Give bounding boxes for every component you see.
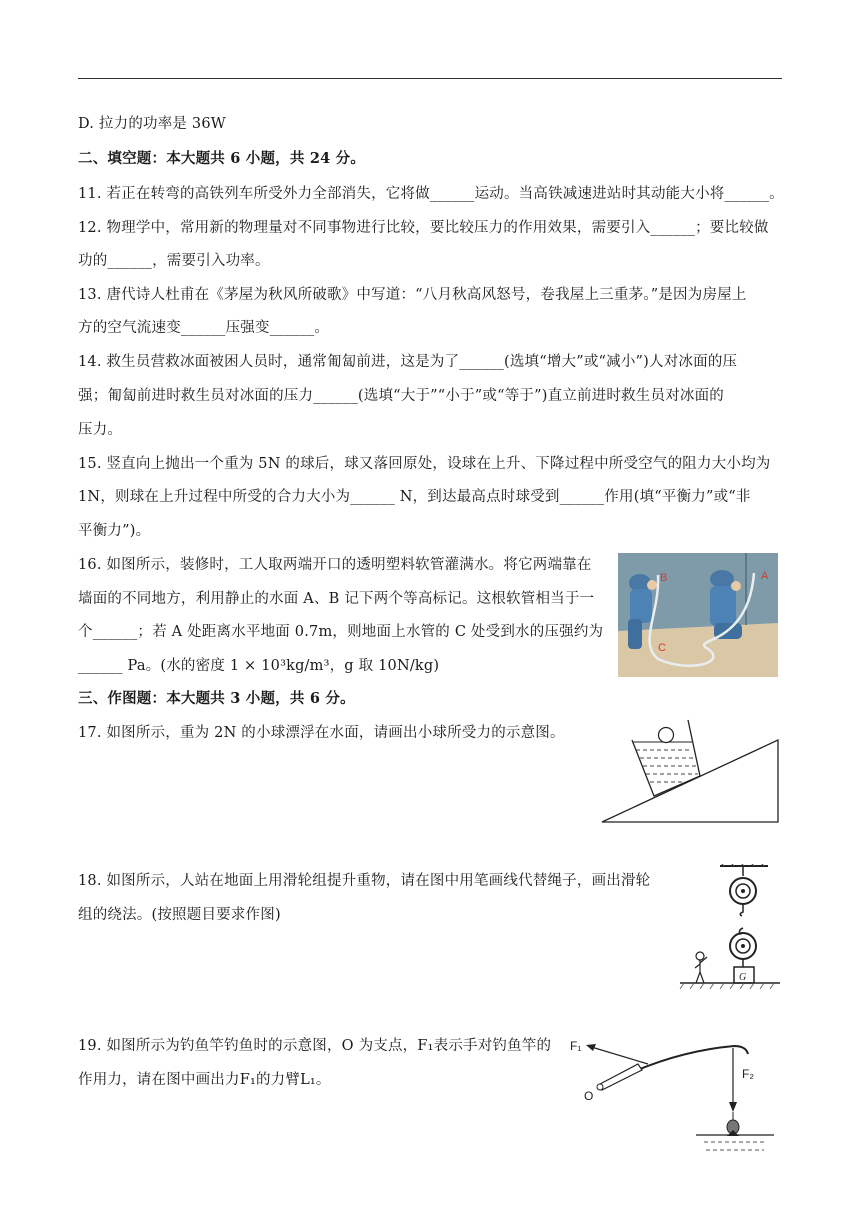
question-14-line3: 压力。: [78, 422, 123, 438]
figure-18-label-g: G: [739, 972, 747, 983]
question-12-line1: 12. 物理学中，常用新的物理量对不同事物进行比较，要比较压力的作用效果，需要引入______；要比较做: [78, 220, 769, 236]
question-13-line1: 13. 唐代诗人杜甫在《茅屋为秋风所破歌》中写道：“八月秋高风怒号，卷我屋上三重茅。”是因为房屋上: [78, 287, 747, 303]
option-d: D. 拉力的功率是 36W: [78, 116, 226, 132]
section-heading-fill-blank: 二、填空题：本大题共 6 小题，共 24 分。: [78, 150, 366, 167]
question-16-line2: 墙面的不同地方，利用静止的水面 A、B 记下两个等高标记。这根软管相当于一: [78, 591, 595, 607]
question-19-line2: 作用力，请在图中画出力F₁的力臂L₁。: [78, 1072, 331, 1088]
question-16-line3: 个______；若 A 处距离水平地面 0.7m，则地面上水管的 C 处受到水的压强约为: [78, 624, 604, 640]
question-16-line1: 16. 如图所示，装修时，工人取两端开口的透明塑料软管灌满水。将它两端靠在: [78, 557, 592, 573]
question-18-line1: 18. 如图所示，人站在地面上用滑轮组提升重物，请在图中用笔画线代替绳子，画出滑轮: [78, 873, 651, 889]
question-15-line2: 1N，则球在上升过程中所受的合力大小为______ N，到达最高点时球受到______作用(填“平衡力”或“非: [78, 489, 751, 505]
question-18-line2: 组的绕法。(按照题目要求作图): [78, 907, 281, 923]
figure-19-label-f1: F₁: [570, 1039, 582, 1053]
figure-19-fishing-rod: [566, 1028, 780, 1162]
question-11: 11. 若正在转弯的高铁列车所受外力全部消失，它将做______运动。当高铁减速进站时其动能大小将______。: [78, 186, 784, 202]
question-14-line1: 14. 救生员营救冰面被困人员时，通常匍匐前进，这是为了______(选填“增大”或“减小”)人对冰面的压: [78, 354, 738, 370]
figure-19-label-o: O: [584, 1089, 594, 1103]
question-16-line4: ______ Pa。(水的密度 1 × 10³kg/m³，g 取 10N/kg): [78, 658, 440, 674]
section-heading-drawing: 三、作图题：本大题共 3 小题，共 6 分。: [78, 690, 355, 707]
figure-16-label-b: B: [660, 572, 668, 584]
question-19-line1: 19. 如图所示为钓鱼竿钓鱼时的示意图，O 为支点，F₁表示手对钓鱼竿的: [78, 1038, 552, 1054]
question-12-line2: 功的______，需要引入功率。: [78, 253, 270, 269]
figure-16-workers-hose: [618, 553, 778, 677]
figure-16-label-c: C: [658, 642, 666, 654]
figure-17-floating-ball: [600, 718, 782, 826]
figure-19-label-f2: F₂: [742, 1067, 754, 1081]
figure-18-pulley-system: [676, 864, 782, 994]
question-13-line2: 方的空气流速变______压强变______。: [78, 320, 330, 336]
question-14-line2: 强；匍匐前进时救生员对冰面的压力______(选填“大于”“小于”或“等于”)直立前进时救生员对冰面的: [78, 388, 724, 404]
question-15-line1: 15. 竖直向上抛出一个重为 5N 的球后，球又落回原处，设球在上升、下降过程中所受空气的阻力大小均为: [78, 456, 771, 472]
header-rule: [78, 78, 782, 79]
figure-16-label-a: A: [761, 570, 769, 582]
question-17: 17. 如图所示，重为 2N 的小球漂浮在水面，请画出小球所受力的示意图。: [78, 725, 565, 741]
question-15-line3: 平衡力”)。: [78, 523, 151, 539]
